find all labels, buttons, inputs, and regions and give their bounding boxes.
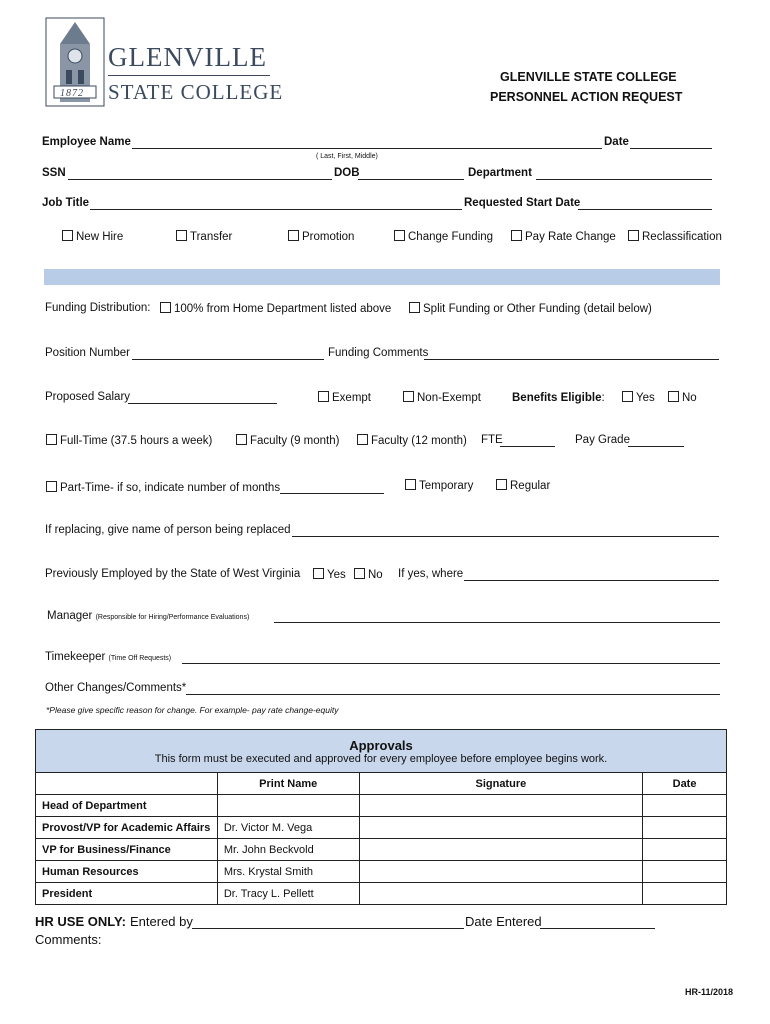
approver-role: President — [36, 883, 218, 905]
funding-option-split[interactable]: Split Funding or Other Funding (detail below) — [409, 302, 652, 315]
part-time-option[interactable]: Part-Time- if so, indicate number of months — [46, 481, 280, 494]
job-title-field[interactable] — [90, 198, 462, 210]
approver-print-name[interactable]: Mr. John Beckvold — [217, 839, 359, 861]
approver-print-name[interactable]: Mrs. Krystal Smith — [217, 861, 359, 883]
hr-use-only-label: HR USE ONLY: — [35, 914, 127, 929]
form-title-line1: GLENVILLE STATE COLLEGE — [500, 70, 677, 84]
checkbox-icon[interactable] — [511, 230, 522, 241]
approver-signature-cell[interactable] — [359, 817, 642, 839]
table-row — [36, 861, 727, 883]
entered-by-label: Entered by — [130, 914, 193, 929]
requested-start-field[interactable] — [578, 198, 712, 210]
approver-date-cell[interactable] — [643, 795, 727, 817]
checkbox-icon[interactable] — [496, 479, 507, 490]
table-row — [36, 817, 727, 839]
date-field[interactable] — [630, 137, 712, 149]
non-exempt-option[interactable]: Non-Exempt — [403, 391, 481, 404]
table-row — [36, 883, 727, 905]
checkbox-icon[interactable] — [160, 302, 171, 313]
regular-option[interactable]: Regular — [496, 479, 550, 492]
approvals-column-headers — [36, 773, 727, 795]
checkbox-icon[interactable] — [46, 434, 57, 445]
approver-role: VP for Business/Finance — [36, 839, 218, 861]
department-label: Department — [468, 167, 532, 179]
approver-role: Human Resources — [36, 861, 218, 883]
manager-field[interactable] — [274, 611, 720, 623]
proposed-salary-label: Proposed Salary — [45, 391, 131, 403]
form-title-line2: PERSONNEL ACTION REQUEST — [490, 90, 683, 104]
manager-label: Manager (Responsible for Hiring/Performance Evaluations) — [47, 610, 250, 622]
checkbox-icon[interactable] — [354, 568, 365, 579]
checkbox-icon[interactable] — [409, 302, 420, 313]
dob-field[interactable] — [358, 168, 464, 180]
benefits-no-option[interactable]: No — [668, 391, 697, 404]
footnote: *Please give specific reason for change. For example- pay rate change-equity — [46, 705, 339, 715]
approver-signature-cell[interactable] — [359, 795, 642, 817]
replacing-label: If replacing, give name of person being replaced — [45, 524, 291, 536]
fte-label: FTE — [481, 434, 503, 446]
approver-signature-cell[interactable] — [359, 861, 642, 883]
department-field[interactable] — [536, 168, 712, 180]
date-label: Date — [604, 136, 629, 148]
funding-distribution-label: Funding Distribution: — [45, 302, 151, 314]
date-entered-field[interactable] — [540, 915, 655, 929]
proposed-salary-field[interactable] — [128, 392, 277, 404]
checkbox-icon[interactable] — [46, 481, 57, 492]
section-band — [44, 269, 720, 285]
other-changes-label: Other Changes/Comments* — [45, 682, 187, 694]
checkbox-icon[interactable] — [62, 230, 73, 241]
full-time-option[interactable]: Full-Time (37.5 hours a week) — [46, 434, 212, 447]
checkbox-icon[interactable] — [403, 391, 414, 402]
checkbox-icon[interactable] — [405, 479, 416, 490]
prev-employed-no-option[interactable]: No — [354, 568, 383, 581]
position-number-field[interactable] — [132, 348, 324, 360]
date-entered-label: Date Entered — [465, 914, 542, 929]
dob-label: DOB — [334, 167, 360, 179]
checkbox-icon[interactable] — [394, 230, 405, 241]
pay-grade-field[interactable] — [628, 435, 684, 447]
logo-year: 1872 — [60, 88, 84, 99]
position-number-label: Position Number — [45, 347, 131, 359]
if-yes-where-field[interactable] — [464, 569, 719, 581]
table-row — [36, 839, 727, 861]
ssn-field[interactable] — [68, 168, 332, 180]
checkbox-icon[interactable] — [313, 568, 324, 579]
approver-date-cell[interactable] — [643, 883, 727, 905]
signature-header: Signature — [359, 773, 642, 795]
hr-comments-label: Comments: — [35, 932, 102, 947]
approver-print-name[interactable]: Dr. Victor M. Vega — [217, 817, 359, 839]
approver-print-name[interactable] — [217, 795, 359, 817]
approver-date-cell[interactable] — [643, 861, 727, 883]
action-reclassification[interactable]: Reclassification — [628, 230, 722, 243]
faculty-12-month-option[interactable]: Faculty (12 month) — [357, 434, 467, 447]
name-format-hint: ( Last, First, Middle) — [316, 153, 378, 160]
other-changes-field[interactable] — [186, 683, 720, 695]
checkbox-icon[interactable] — [288, 230, 299, 241]
part-time-months-field[interactable] — [280, 482, 384, 494]
funding-comments-label: Funding Comments — [328, 347, 429, 359]
action-promotion[interactable]: Promotion — [288, 230, 354, 243]
timekeeper-label: Timekeeper (Time Off Requests) — [45, 651, 172, 663]
action-new-hire[interactable]: New Hire — [62, 230, 123, 243]
checkbox-icon[interactable] — [236, 434, 247, 445]
logo-name-line2: STATE COLLEGE — [108, 80, 284, 104]
entered-by-field[interactable] — [192, 915, 464, 929]
fte-field[interactable] — [500, 435, 555, 447]
replacing-field[interactable] — [292, 525, 719, 537]
approvals-title: Approvals — [349, 737, 413, 753]
logo-name-line1: GLENVILLE — [108, 42, 267, 72]
action-change-funding[interactable]: Change Funding — [394, 230, 493, 243]
requested-start-label: Requested Start Date — [464, 197, 581, 209]
approver-signature-cell[interactable] — [359, 883, 642, 905]
checkbox-icon[interactable] — [357, 434, 368, 445]
temporary-option[interactable]: Temporary — [405, 479, 473, 492]
job-title-label: Job Title — [42, 197, 90, 209]
pay-grade-label: Pay Grade — [575, 434, 630, 446]
approver-date-cell[interactable] — [643, 817, 727, 839]
checkbox-icon[interactable] — [318, 391, 329, 402]
timekeeper-field[interactable] — [182, 652, 720, 664]
benefits-yes-option[interactable]: Yes — [622, 391, 655, 404]
faculty-9-month-option[interactable]: Faculty (9 month) — [236, 434, 339, 447]
action-transfer[interactable]: Transfer — [176, 230, 232, 243]
checkbox-icon[interactable] — [628, 230, 639, 241]
funding-comments-field[interactable] — [424, 348, 719, 360]
previously-employed-label: Previously Employed by the State of West Virginia — [45, 568, 301, 580]
approver-role: Head of Department — [36, 795, 218, 817]
employee-name-field[interactable] — [132, 137, 602, 149]
checkbox-icon[interactable] — [622, 391, 633, 402]
benefits-eligible-label: Benefits Eligible: — [512, 392, 605, 404]
logo-divider — [108, 75, 270, 76]
approvals-header — [36, 730, 727, 773]
form-code: HR-11/2018 — [685, 987, 734, 997]
ssn-label: SSN — [42, 167, 66, 179]
approver-role: Provost/VP for Academic Affairs — [36, 817, 218, 839]
action-pay-rate-change[interactable]: Pay Rate Change — [511, 230, 616, 243]
approver-date-cell[interactable] — [643, 839, 727, 861]
approvals-subtitle: This form must be executed and approved for every employee before employee begins work. — [154, 752, 608, 765]
employee-name-label: Employee Name — [42, 136, 131, 148]
checkbox-icon[interactable] — [668, 391, 679, 402]
funding-option-home[interactable]: 100% from Home Department listed above — [160, 302, 391, 315]
prev-employed-yes-option[interactable]: Yes — [313, 568, 346, 581]
approvals-table — [35, 729, 727, 905]
approver-signature-cell[interactable] — [359, 839, 642, 861]
role-column-header — [36, 773, 218, 795]
date-header: Date — [643, 773, 727, 795]
print-name-header: Print Name — [217, 773, 359, 795]
if-yes-where-label: If yes, where — [398, 568, 464, 580]
checkbox-icon[interactable] — [176, 230, 187, 241]
approver-print-name[interactable]: Dr. Tracy L. Pellett — [217, 883, 359, 905]
table-row — [36, 795, 727, 817]
exempt-option[interactable]: Exempt — [318, 391, 371, 404]
